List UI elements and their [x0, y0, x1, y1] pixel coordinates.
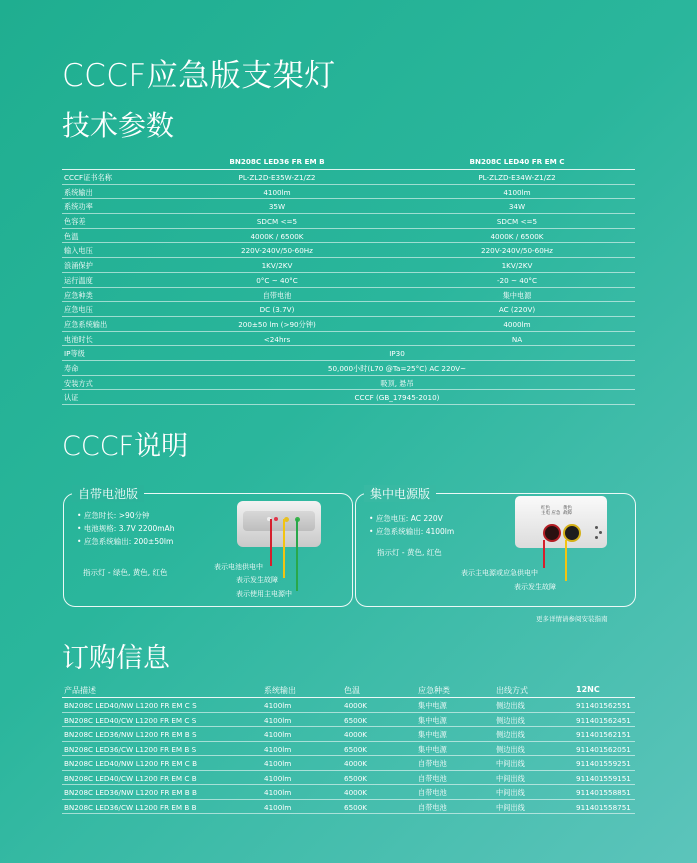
order-cell: 集中电源 — [418, 730, 447, 739]
order-cell: 4100lm — [264, 773, 292, 783]
table-row — [62, 727, 635, 742]
spec-label: 运行温度 — [64, 275, 93, 285]
order-cell: 中间出线 — [496, 773, 525, 783]
red-indicator-line — [270, 519, 272, 566]
order-cell: 911401559251 — [576, 759, 631, 768]
spec-label: IP等级 — [64, 349, 85, 359]
battery-panel-title: 自带电池版 — [72, 485, 144, 502]
table-row — [62, 742, 635, 757]
table-row — [62, 288, 635, 303]
order-cell: 4000K — [344, 788, 368, 797]
spec-value: 4000lm — [503, 319, 531, 329]
order-cell: 4100lm — [264, 802, 292, 812]
table-row — [62, 243, 635, 258]
red-indicator-line — [543, 540, 545, 568]
table-row — [62, 800, 635, 815]
central-device-image: 红色 主电 应急 黄色 故障 — [515, 496, 607, 548]
spec-table-header — [62, 153, 635, 170]
order-cell: 侧边出线 — [496, 730, 525, 739]
spec-value: 4000K / 6500K — [250, 231, 304, 241]
order-cell: 中间出线 — [496, 788, 525, 797]
spec-label: 应急电压 — [64, 305, 93, 315]
battery-device-image — [237, 501, 321, 547]
order-cell: BN208C LED40/NW L1200 FR EM C S — [64, 701, 197, 710]
order-cell: 自带电池 — [418, 802, 447, 812]
order-cell: 集中电源 — [418, 701, 447, 710]
central-panel-title: 集中电源版 — [364, 485, 436, 502]
order-cell: 6500K — [344, 744, 368, 754]
table-row — [62, 785, 635, 800]
order-cell: 4100lm — [264, 788, 292, 797]
table-row — [62, 317, 635, 332]
table-row — [62, 302, 635, 317]
order-cell: 4000K — [344, 759, 368, 768]
section-heading-specs: 技术参数 — [62, 109, 175, 142]
central-indicator-text: 指示灯 - 黄色, 红色 — [377, 548, 442, 557]
spec-value: 220V-240V/50-60Hz — [241, 246, 313, 256]
table-row — [62, 258, 635, 273]
order-cell: 4000K — [344, 730, 368, 739]
table-row — [62, 170, 635, 185]
order-col-header: 出线方式 — [496, 686, 528, 695]
spec-label: 电池时长 — [64, 334, 93, 344]
spec-value: 1KV/2KV — [261, 261, 293, 271]
order-cell: BN208C LED36/NW L1200 FR EM B B — [64, 788, 197, 797]
order-cell: 侧边出线 — [496, 744, 525, 754]
order-col-header: 产品描述 — [64, 686, 96, 695]
order-cell: 中间出线 — [496, 802, 525, 812]
spec-label: 寿命 — [64, 363, 79, 373]
order-cell: 4000K — [344, 701, 368, 710]
spec-value: AC (220V) — [498, 305, 536, 315]
battery-indicator-text: 指示灯 - 绿色, 黄色, 红色 — [83, 568, 168, 577]
list-item: • 应急电压: AC 220V — [369, 512, 454, 525]
order-cell: BN208C LED36/NW L1200 FR EM B S — [64, 730, 197, 739]
order-cell: 4100lm — [264, 759, 292, 768]
annotation-mains-power: 表示使用主电源中 — [236, 590, 292, 598]
spec-value: 吸顶, 悬吊 — [380, 378, 414, 388]
spec-value: SDCM <=5 — [496, 217, 538, 227]
order-cell: 4100lm — [264, 730, 292, 739]
order-table — [62, 683, 635, 814]
table-row — [62, 698, 635, 713]
order-cell: BN208C LED40/CW L1200 FR EM C B — [64, 773, 197, 783]
table-row — [62, 214, 635, 229]
order-cell: 911401559151 — [576, 773, 631, 783]
spec-value: 200±50 lm (>90分钟) — [238, 319, 316, 329]
spec-value: 220V-240V/50-60Hz — [481, 246, 553, 256]
spec-label: 输入电压 — [64, 246, 93, 256]
order-cell: 911401562051 — [576, 744, 631, 754]
order-cell: 4100lm — [264, 744, 292, 754]
page-title: CCCF应急版支架灯 — [62, 58, 336, 94]
spec-col-header: BN208C LED40 FR EM C — [469, 157, 565, 166]
spec-label: CCCF证书名称 — [64, 173, 112, 182]
order-cell: 911401558751 — [576, 802, 631, 812]
order-cell: 自带电池 — [418, 788, 447, 797]
table-row — [62, 390, 635, 405]
spec-value: -20 ~ 40°C — [496, 275, 538, 285]
order-cell: 中间出线 — [496, 759, 525, 768]
order-cell: 集中电源 — [418, 715, 447, 725]
table-row — [62, 199, 635, 214]
spec-value: <24hrs — [263, 334, 291, 344]
order-cell: BN208C LED40/CW L1200 FR EM C S — [64, 715, 197, 725]
table-row — [62, 713, 635, 728]
spec-label: 色容差 — [64, 217, 86, 227]
table-row — [62, 185, 635, 200]
yellow-indicator-line — [283, 519, 285, 578]
table-row — [62, 332, 635, 347]
spec-value: 35W — [268, 202, 286, 212]
spec-label: 浪涌保护 — [64, 261, 93, 271]
install-guide-note: 更多详情请参阅安装指南 — [536, 615, 608, 623]
list-item: • 应急时长: >90分钟 — [77, 509, 174, 522]
spec-value: 集中电源 — [502, 290, 532, 300]
spec-col-header: BN208C LED36 FR EM B — [229, 157, 325, 166]
order-col-header: 12NC — [576, 685, 600, 694]
order-cell: 911401558851 — [576, 788, 631, 797]
list-item: • 电池规格: 3.7V 2200mAh — [77, 522, 174, 535]
annotation-mains-or-emergency: 表示主电源或应急供电中 — [461, 569, 538, 577]
order-cell: 6500K — [344, 773, 368, 783]
table-row — [62, 229, 635, 244]
spec-value: NA — [511, 334, 523, 344]
order-col-header: 系统输出 — [264, 686, 296, 695]
section-heading-cccf: CCCF说明 — [62, 431, 189, 462]
order-table-header — [62, 683, 635, 698]
spec-value: 4100lm — [263, 187, 291, 197]
spec-value: 50,000小时(L70 @Ta=25°C) AC 220V~ — [327, 363, 467, 373]
order-cell: 911401562451 — [576, 715, 631, 725]
spec-value: PL-ZL2D-E35W-Z1/Z2 — [238, 173, 316, 182]
central-bullets — [369, 512, 454, 538]
spec-value: PL-ZLZD-E34W-Z1/Z2 — [478, 173, 556, 182]
spec-value: 4000K / 6500K — [490, 231, 544, 241]
order-cell: BN208C LED36/CW L1200 FR EM B B — [64, 802, 197, 812]
order-cell: 911401562551 — [576, 701, 631, 710]
order-cell: 4100lm — [264, 715, 292, 725]
spec-value: CCCF (GB_17945-2010) — [354, 393, 440, 403]
annotation-fault: 表示发生故障 — [236, 576, 278, 584]
order-cell: 6500K — [344, 715, 368, 725]
table-row — [62, 361, 635, 376]
spec-table — [62, 153, 635, 405]
order-cell: 集中电源 — [418, 744, 447, 754]
spec-label: 系统功率 — [64, 202, 93, 212]
spec-value: IP30 — [389, 349, 405, 359]
order-cell: 911401562151 — [576, 730, 631, 739]
order-cell: BN208C LED40/NW L1200 FR EM C B — [64, 759, 198, 768]
order-cell: 侧边出线 — [496, 701, 525, 710]
order-col-header: 应急种类 — [418, 686, 450, 695]
order-cell: BN208C LED36/CW L1200 FR EM B S — [64, 744, 197, 754]
order-cell: 4100lm — [264, 701, 292, 710]
order-col-header: 色温 — [344, 686, 360, 695]
yellow-indicator-line — [565, 540, 567, 581]
order-cell: 侧边出线 — [496, 715, 525, 725]
section-heading-order: 订购信息 — [62, 643, 170, 674]
table-row — [62, 376, 635, 391]
spec-label: 安装方式 — [64, 378, 93, 388]
annotation-fault: 表示发生故障 — [514, 583, 556, 591]
spec-label: 色温 — [64, 231, 79, 241]
table-row — [62, 771, 635, 786]
green-indicator-line — [296, 519, 298, 591]
battery-bullets — [77, 509, 174, 548]
spec-value: DC (3.7V) — [259, 305, 295, 315]
table-row — [62, 756, 635, 771]
spec-value: 4100lm — [503, 187, 531, 197]
table-row — [62, 346, 635, 361]
order-cell: 6500K — [344, 802, 368, 812]
spec-label: 认证 — [64, 393, 79, 403]
table-row — [62, 273, 635, 288]
spec-value: SDCM <=5 — [256, 217, 298, 227]
order-cell: 自带电池 — [418, 759, 447, 768]
spec-label: 应急系统输出 — [64, 319, 108, 329]
spec-label: 应急种类 — [64, 290, 93, 300]
annotation-battery-power: 表示电池供电中 — [214, 563, 263, 571]
list-item: • 应急系统输出: 4100lm — [369, 525, 454, 538]
list-item: • 应急系统输出: 200±50lm — [77, 535, 174, 548]
order-cell: 自带电池 — [418, 773, 447, 783]
spec-value: 34W — [508, 202, 526, 212]
spec-value: 自带电池 — [262, 290, 292, 300]
spec-label: 系统输出 — [64, 187, 93, 197]
spec-value: 0°C ~ 40°C — [256, 275, 298, 285]
spec-value: 1KV/2KV — [501, 261, 533, 271]
